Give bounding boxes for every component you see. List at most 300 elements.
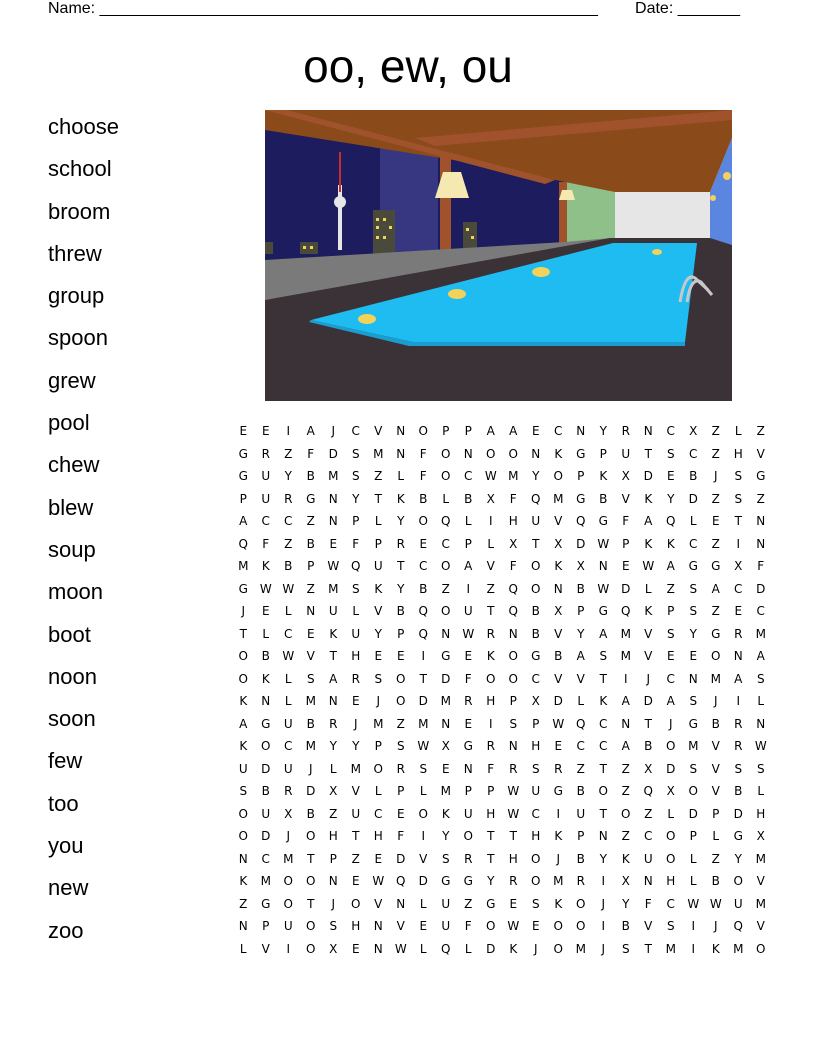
grid-letter: G bbox=[238, 446, 248, 461]
grid-letter: Z bbox=[756, 424, 765, 438]
grid-letter: U bbox=[261, 491, 271, 506]
grid-letter: N bbox=[396, 896, 406, 911]
grid-letter: K bbox=[261, 559, 270, 573]
grid-letter: V bbox=[374, 424, 383, 438]
grid-letter: O bbox=[531, 581, 541, 596]
grid-letter: G bbox=[261, 896, 271, 911]
grid-row bbox=[232, 713, 772, 736]
grid-letter: T bbox=[352, 829, 360, 843]
grid-letter: X bbox=[621, 469, 630, 483]
grid-letter: R bbox=[734, 739, 743, 753]
grid-letter: C bbox=[599, 716, 608, 731]
grid-letter: U bbox=[441, 919, 451, 933]
grid-letter: C bbox=[734, 581, 743, 596]
grid-letter: F bbox=[464, 671, 472, 686]
grid-letter: Z bbox=[306, 514, 315, 528]
grid-letter: B bbox=[306, 716, 315, 731]
grid-letter: T bbox=[329, 649, 337, 663]
grid-letter: A bbox=[576, 649, 585, 663]
grid-letter: N bbox=[261, 694, 271, 708]
grid-letter: X bbox=[554, 536, 563, 551]
grid-letter: D bbox=[396, 851, 406, 866]
grid-letter: X bbox=[329, 941, 338, 956]
grid-letter: B bbox=[711, 716, 720, 731]
grid-letter: Z bbox=[711, 536, 720, 551]
word-list-item: too bbox=[48, 790, 79, 816]
tv-tower bbox=[338, 185, 342, 250]
grid-letter: X bbox=[554, 604, 563, 618]
grid-letter: D bbox=[418, 874, 428, 888]
word-list-item: broom bbox=[48, 198, 111, 224]
grid-letter: R bbox=[734, 626, 743, 641]
grid-letter: F bbox=[487, 761, 495, 776]
grid-row bbox=[232, 623, 772, 646]
grid-letter: M bbox=[440, 694, 451, 708]
grid-letter: G bbox=[711, 626, 721, 641]
grid-letter: Z bbox=[756, 491, 765, 506]
grid-letter: G bbox=[688, 716, 698, 731]
word-list-item: school bbox=[48, 156, 112, 182]
grid-letter: K bbox=[711, 941, 720, 956]
grid-letter: U bbox=[283, 716, 293, 731]
grid-letter: S bbox=[374, 671, 383, 686]
grid-letter: V bbox=[756, 446, 765, 461]
grid-letter: Y bbox=[667, 491, 675, 506]
grid-letter: N bbox=[598, 829, 608, 843]
grid-letter: E bbox=[374, 649, 383, 663]
grid-row bbox=[232, 848, 772, 871]
grid-letter: I bbox=[488, 514, 493, 528]
grid-letter: O bbox=[553, 941, 563, 956]
grid-letter: Q bbox=[418, 604, 428, 618]
grid-letter: O bbox=[441, 559, 451, 573]
grid-letter: L bbox=[262, 626, 270, 641]
grid-letter: C bbox=[666, 896, 675, 911]
grid-letter: J bbox=[556, 851, 561, 866]
grid-letter: D bbox=[486, 941, 496, 956]
grid-letter: R bbox=[396, 536, 405, 551]
grid-letter: L bbox=[329, 761, 337, 776]
grid-letter: W bbox=[417, 739, 430, 753]
grid-letter: A bbox=[756, 649, 765, 663]
grid-letter: J bbox=[308, 761, 313, 776]
grid-letter: Z bbox=[374, 469, 383, 483]
grid-letter: N bbox=[373, 941, 383, 956]
grid-letter: Z bbox=[711, 446, 720, 461]
grid-letter: B bbox=[419, 581, 428, 596]
grid-letter: E bbox=[666, 649, 675, 663]
grid-letter: P bbox=[374, 739, 382, 753]
grid-letter: U bbox=[531, 784, 541, 798]
grid-letter: G bbox=[598, 604, 608, 618]
grid-letter: E bbox=[554, 739, 563, 753]
grid-letter: P bbox=[689, 829, 697, 843]
grid-letter: R bbox=[734, 716, 743, 731]
grid-letter: S bbox=[441, 851, 450, 866]
grid-letter: L bbox=[734, 424, 742, 438]
grid-letter: O bbox=[238, 829, 248, 843]
grid-letter: T bbox=[734, 514, 742, 528]
grid-letter: J bbox=[331, 424, 336, 438]
grid-letter: N bbox=[756, 514, 766, 528]
grid-letter: S bbox=[666, 626, 675, 641]
grid-letter: D bbox=[688, 806, 698, 821]
grid-letter: V bbox=[419, 851, 428, 866]
grid-letter: G bbox=[261, 716, 271, 731]
grid-letter: I bbox=[691, 919, 696, 933]
grid-letter: U bbox=[283, 919, 293, 933]
tv-tower-antenna bbox=[339, 152, 341, 192]
wall-lamp-2 bbox=[710, 195, 716, 201]
grid-letter: T bbox=[509, 829, 517, 843]
grid-letter: Q bbox=[508, 604, 518, 618]
grid-letter: N bbox=[238, 851, 248, 866]
grid-letter: V bbox=[486, 559, 495, 573]
grid-letter: A bbox=[644, 514, 653, 528]
grid-letter: A bbox=[306, 424, 315, 438]
grid-letter: B bbox=[531, 604, 540, 618]
grid-letter: L bbox=[419, 941, 427, 956]
grid-letter: V bbox=[711, 739, 720, 753]
grid-letter: Y bbox=[374, 626, 382, 641]
grid-letter: Y bbox=[329, 739, 337, 753]
word-list-item: moon bbox=[48, 579, 104, 605]
grid-letter: O bbox=[261, 739, 271, 753]
grid-letter: B bbox=[576, 581, 585, 596]
grid-letter: B bbox=[644, 739, 653, 753]
grid-letter: S bbox=[756, 671, 765, 686]
grid-letter: Y bbox=[599, 851, 607, 866]
grid-letter: P bbox=[464, 536, 472, 551]
grid-letter: C bbox=[464, 469, 473, 483]
grid-letter: M bbox=[350, 761, 361, 776]
grid-letter: O bbox=[238, 649, 248, 663]
grid-letter: K bbox=[261, 671, 270, 686]
grid-letter: J bbox=[713, 919, 718, 933]
grid-letter: K bbox=[441, 806, 450, 821]
grid-letter: Y bbox=[284, 469, 292, 483]
grid-letter: I bbox=[286, 424, 291, 438]
grid-letter: I bbox=[556, 806, 561, 821]
grid-letter: O bbox=[396, 694, 406, 708]
grid-row bbox=[232, 825, 772, 848]
grid-letter: G bbox=[486, 896, 496, 911]
grid-letter: X bbox=[734, 559, 743, 573]
grid-letter: Z bbox=[486, 581, 495, 596]
grid-letter: D bbox=[553, 694, 563, 708]
grid-letter: O bbox=[711, 649, 721, 663]
grid-letter: N bbox=[531, 446, 541, 461]
grid-letter: K bbox=[621, 851, 630, 866]
grid-letter: N bbox=[598, 559, 608, 573]
grid-letter: P bbox=[577, 829, 585, 843]
grid-letter: E bbox=[261, 604, 270, 618]
grid-letter: H bbox=[373, 829, 383, 843]
grid-letter: T bbox=[374, 491, 382, 506]
grid-letter: U bbox=[733, 896, 743, 911]
grid-letter: B bbox=[419, 491, 428, 506]
grid-letter: U bbox=[351, 626, 361, 641]
word-list-item: zoo bbox=[48, 917, 84, 943]
grid-letter: O bbox=[688, 784, 698, 798]
grid-letter: X bbox=[531, 694, 540, 708]
grid-letter: J bbox=[601, 896, 606, 911]
grid-letter: I bbox=[286, 941, 291, 956]
grid-row bbox=[232, 533, 772, 556]
grid-letter: M bbox=[283, 851, 294, 866]
grid-letter: Z bbox=[621, 784, 630, 798]
grid-letter: N bbox=[733, 649, 743, 663]
grid-letter: S bbox=[509, 716, 518, 731]
grid-letter: P bbox=[239, 491, 247, 506]
grid-letter: O bbox=[733, 874, 743, 888]
grid-letter: Z bbox=[711, 424, 720, 438]
grid-letter: M bbox=[755, 896, 766, 911]
grid-letter: K bbox=[239, 739, 248, 753]
grid-letter: T bbox=[487, 604, 495, 618]
word-list-item: new bbox=[48, 875, 89, 901]
grid-letter: G bbox=[441, 874, 451, 888]
grid-row bbox=[232, 600, 772, 623]
tv-tower-sphere bbox=[334, 196, 346, 208]
grid-letter: C bbox=[351, 424, 360, 438]
grid-letter: O bbox=[463, 829, 473, 843]
grid-row bbox=[232, 758, 772, 781]
grid-letter: O bbox=[306, 829, 316, 843]
grid-letter: M bbox=[733, 941, 744, 956]
grid-letter: M bbox=[575, 941, 586, 956]
grid-letter: W bbox=[327, 559, 340, 573]
grid-letter: I bbox=[488, 716, 493, 731]
date-field-label: Date: _______ bbox=[635, 0, 740, 17]
grid-letter: P bbox=[329, 851, 337, 866]
grid-letter: V bbox=[261, 941, 270, 956]
grid-letter: E bbox=[351, 694, 360, 708]
grid-letter: N bbox=[328, 874, 338, 888]
grid-letter: A bbox=[239, 716, 248, 731]
grid-letter: Z bbox=[351, 851, 360, 866]
grid-letter: O bbox=[238, 671, 248, 686]
grid-letter: R bbox=[396, 761, 405, 776]
grid-letter: F bbox=[757, 559, 765, 573]
grid-letter: A bbox=[666, 559, 675, 573]
grid-letter: F bbox=[352, 536, 360, 551]
grid-letter: O bbox=[396, 671, 406, 686]
grid-letter: X bbox=[576, 559, 585, 573]
grid-letter: E bbox=[329, 536, 338, 551]
grid-letter: M bbox=[620, 626, 631, 641]
grid-letter: M bbox=[305, 739, 316, 753]
grid-letter: E bbox=[531, 424, 540, 438]
grid-letter: B bbox=[576, 851, 585, 866]
grid-letter: E bbox=[351, 874, 360, 888]
grid-letter: D bbox=[643, 469, 653, 483]
white-wall bbox=[615, 192, 710, 240]
grid-letter: B bbox=[554, 649, 563, 663]
grid-letter: Z bbox=[464, 896, 473, 911]
word-list-item: group bbox=[48, 283, 105, 309]
grid-letter: M bbox=[305, 694, 316, 708]
grid-letter: C bbox=[531, 806, 540, 821]
grid-letter: E bbox=[374, 851, 383, 866]
word-list-item: few bbox=[48, 748, 83, 774]
word-list-item: boot bbox=[48, 621, 91, 647]
grid-letter: G bbox=[306, 491, 316, 506]
grid-letter: Q bbox=[576, 716, 586, 731]
grid-letter: N bbox=[441, 626, 451, 641]
grid-letter: C bbox=[374, 806, 383, 821]
grid-letter: C bbox=[419, 559, 428, 573]
grid-letter: O bbox=[441, 604, 451, 618]
grid-letter: O bbox=[508, 446, 518, 461]
grid-letter: I bbox=[691, 941, 696, 956]
grid-letter: Y bbox=[622, 896, 630, 911]
grid-letter: A bbox=[486, 424, 495, 438]
grid-letter: L bbox=[284, 694, 292, 708]
grid-letter: M bbox=[710, 671, 721, 686]
grid-letter: D bbox=[643, 694, 653, 708]
grid-letter: W bbox=[687, 896, 700, 911]
grid-letter: S bbox=[689, 581, 698, 596]
grid-letter: L bbox=[644, 581, 652, 596]
grid-letter: W bbox=[709, 896, 722, 911]
grid-letter: L bbox=[397, 469, 405, 483]
word-list-item: choose bbox=[48, 114, 119, 139]
grid-letter: O bbox=[441, 469, 451, 483]
grid-letter: O bbox=[283, 874, 293, 888]
grid-letter: F bbox=[419, 446, 427, 461]
grid-letter: Q bbox=[666, 514, 676, 528]
grid-letter: E bbox=[239, 424, 248, 438]
grid-letter: H bbox=[508, 851, 518, 866]
grid-letter: P bbox=[307, 559, 315, 573]
grid-letter: Y bbox=[734, 851, 742, 866]
grid-letter: N bbox=[688, 671, 698, 686]
grid-letter: X bbox=[509, 536, 518, 551]
grid-letter: E bbox=[261, 424, 270, 438]
grid-letter: E bbox=[464, 649, 473, 663]
grid-letter: Z bbox=[711, 604, 720, 618]
grid-letter: S bbox=[531, 896, 540, 911]
grid-letter: N bbox=[553, 581, 563, 596]
grid-row bbox=[232, 420, 772, 443]
grid-letter: C bbox=[531, 671, 540, 686]
grid-letter: W bbox=[507, 784, 520, 798]
grid-letter: E bbox=[509, 896, 518, 911]
grid-letter: N bbox=[756, 716, 766, 731]
word-list-item: you bbox=[48, 833, 84, 859]
skyscraper bbox=[373, 210, 395, 255]
grid-letter: D bbox=[441, 671, 451, 686]
grid-letter: Q bbox=[441, 941, 451, 956]
grid-letter: K bbox=[239, 694, 248, 708]
grid-letter: K bbox=[329, 626, 338, 641]
grid-letter: L bbox=[374, 514, 382, 528]
grid-letter: Y bbox=[577, 626, 585, 641]
grid-letter: O bbox=[283, 896, 293, 911]
grid-letter: V bbox=[374, 604, 383, 618]
grid-letter: Z bbox=[284, 446, 293, 461]
grid-letter: F bbox=[464, 919, 472, 933]
grid-letter: U bbox=[441, 896, 451, 911]
grid-letter: U bbox=[261, 469, 271, 483]
grid-letter: B bbox=[396, 604, 405, 618]
grid-letter: P bbox=[464, 784, 472, 798]
grid-letter: O bbox=[621, 806, 631, 821]
grid-letter: Y bbox=[487, 874, 495, 888]
grid-letter: K bbox=[554, 446, 563, 461]
grid-letter: C bbox=[284, 739, 293, 753]
grid-letter: J bbox=[376, 694, 381, 708]
grid-letter: O bbox=[486, 446, 496, 461]
grid-letter: C bbox=[284, 626, 293, 641]
building-small bbox=[300, 242, 318, 254]
grid-letter: S bbox=[689, 604, 698, 618]
grid-letter: J bbox=[331, 896, 336, 911]
grid-letter: K bbox=[644, 536, 653, 551]
grid-letter: P bbox=[577, 469, 585, 483]
grid-letter: N bbox=[328, 694, 338, 708]
grid-letter: L bbox=[577, 694, 585, 708]
grid-letter: V bbox=[756, 919, 765, 933]
grid-letter: N bbox=[328, 514, 338, 528]
building-edge bbox=[265, 242, 273, 254]
grid-letter: B bbox=[711, 874, 720, 888]
page-title: oo, ew, ou bbox=[303, 40, 513, 92]
grid-letter: S bbox=[689, 761, 698, 776]
grid-letter: Z bbox=[711, 851, 720, 866]
grid-letter: R bbox=[486, 626, 495, 641]
grid-letter: F bbox=[397, 829, 405, 843]
grid-letter: O bbox=[598, 784, 608, 798]
grid-letter: U bbox=[283, 761, 293, 776]
grid-letter: O bbox=[486, 919, 496, 933]
grid-letter: W bbox=[372, 874, 385, 888]
grid-letter: D bbox=[576, 536, 586, 551]
grid-letter: W bbox=[394, 941, 407, 956]
grid-letter: D bbox=[688, 491, 698, 506]
grid-letter: L bbox=[689, 514, 697, 528]
grid-letter: W bbox=[484, 469, 497, 483]
grid-row bbox=[232, 668, 772, 691]
name-field-label: Name: ________________________________________________________ bbox=[48, 0, 598, 17]
grid-letter: T bbox=[644, 446, 652, 461]
grid-letter: D bbox=[328, 446, 338, 461]
grid-letter: Q bbox=[508, 581, 518, 596]
grid-letter: U bbox=[621, 446, 631, 461]
grid-letter: K bbox=[486, 649, 495, 663]
grid-letter: K bbox=[396, 491, 405, 506]
grid-letter: S bbox=[531, 761, 540, 776]
grid-letter: N bbox=[643, 874, 653, 888]
grid-letter: L bbox=[667, 806, 675, 821]
grid-letter: Z bbox=[576, 761, 585, 776]
grid-letter: T bbox=[532, 536, 540, 551]
grid-letter: U bbox=[373, 559, 383, 573]
grid-letter: B bbox=[284, 559, 293, 573]
grid-letter: M bbox=[328, 581, 339, 596]
grid-letter: S bbox=[666, 919, 675, 933]
grid-letter: D bbox=[756, 581, 766, 596]
word-list-item: threw bbox=[48, 240, 102, 266]
grid-letter: O bbox=[576, 896, 586, 911]
grid-row bbox=[232, 870, 772, 893]
grid-letter: T bbox=[487, 851, 495, 866]
grid-letter: Q bbox=[418, 626, 428, 641]
grid-letter: G bbox=[756, 469, 766, 483]
grid-letter: O bbox=[418, 514, 428, 528]
grid-letter: H bbox=[486, 806, 496, 821]
